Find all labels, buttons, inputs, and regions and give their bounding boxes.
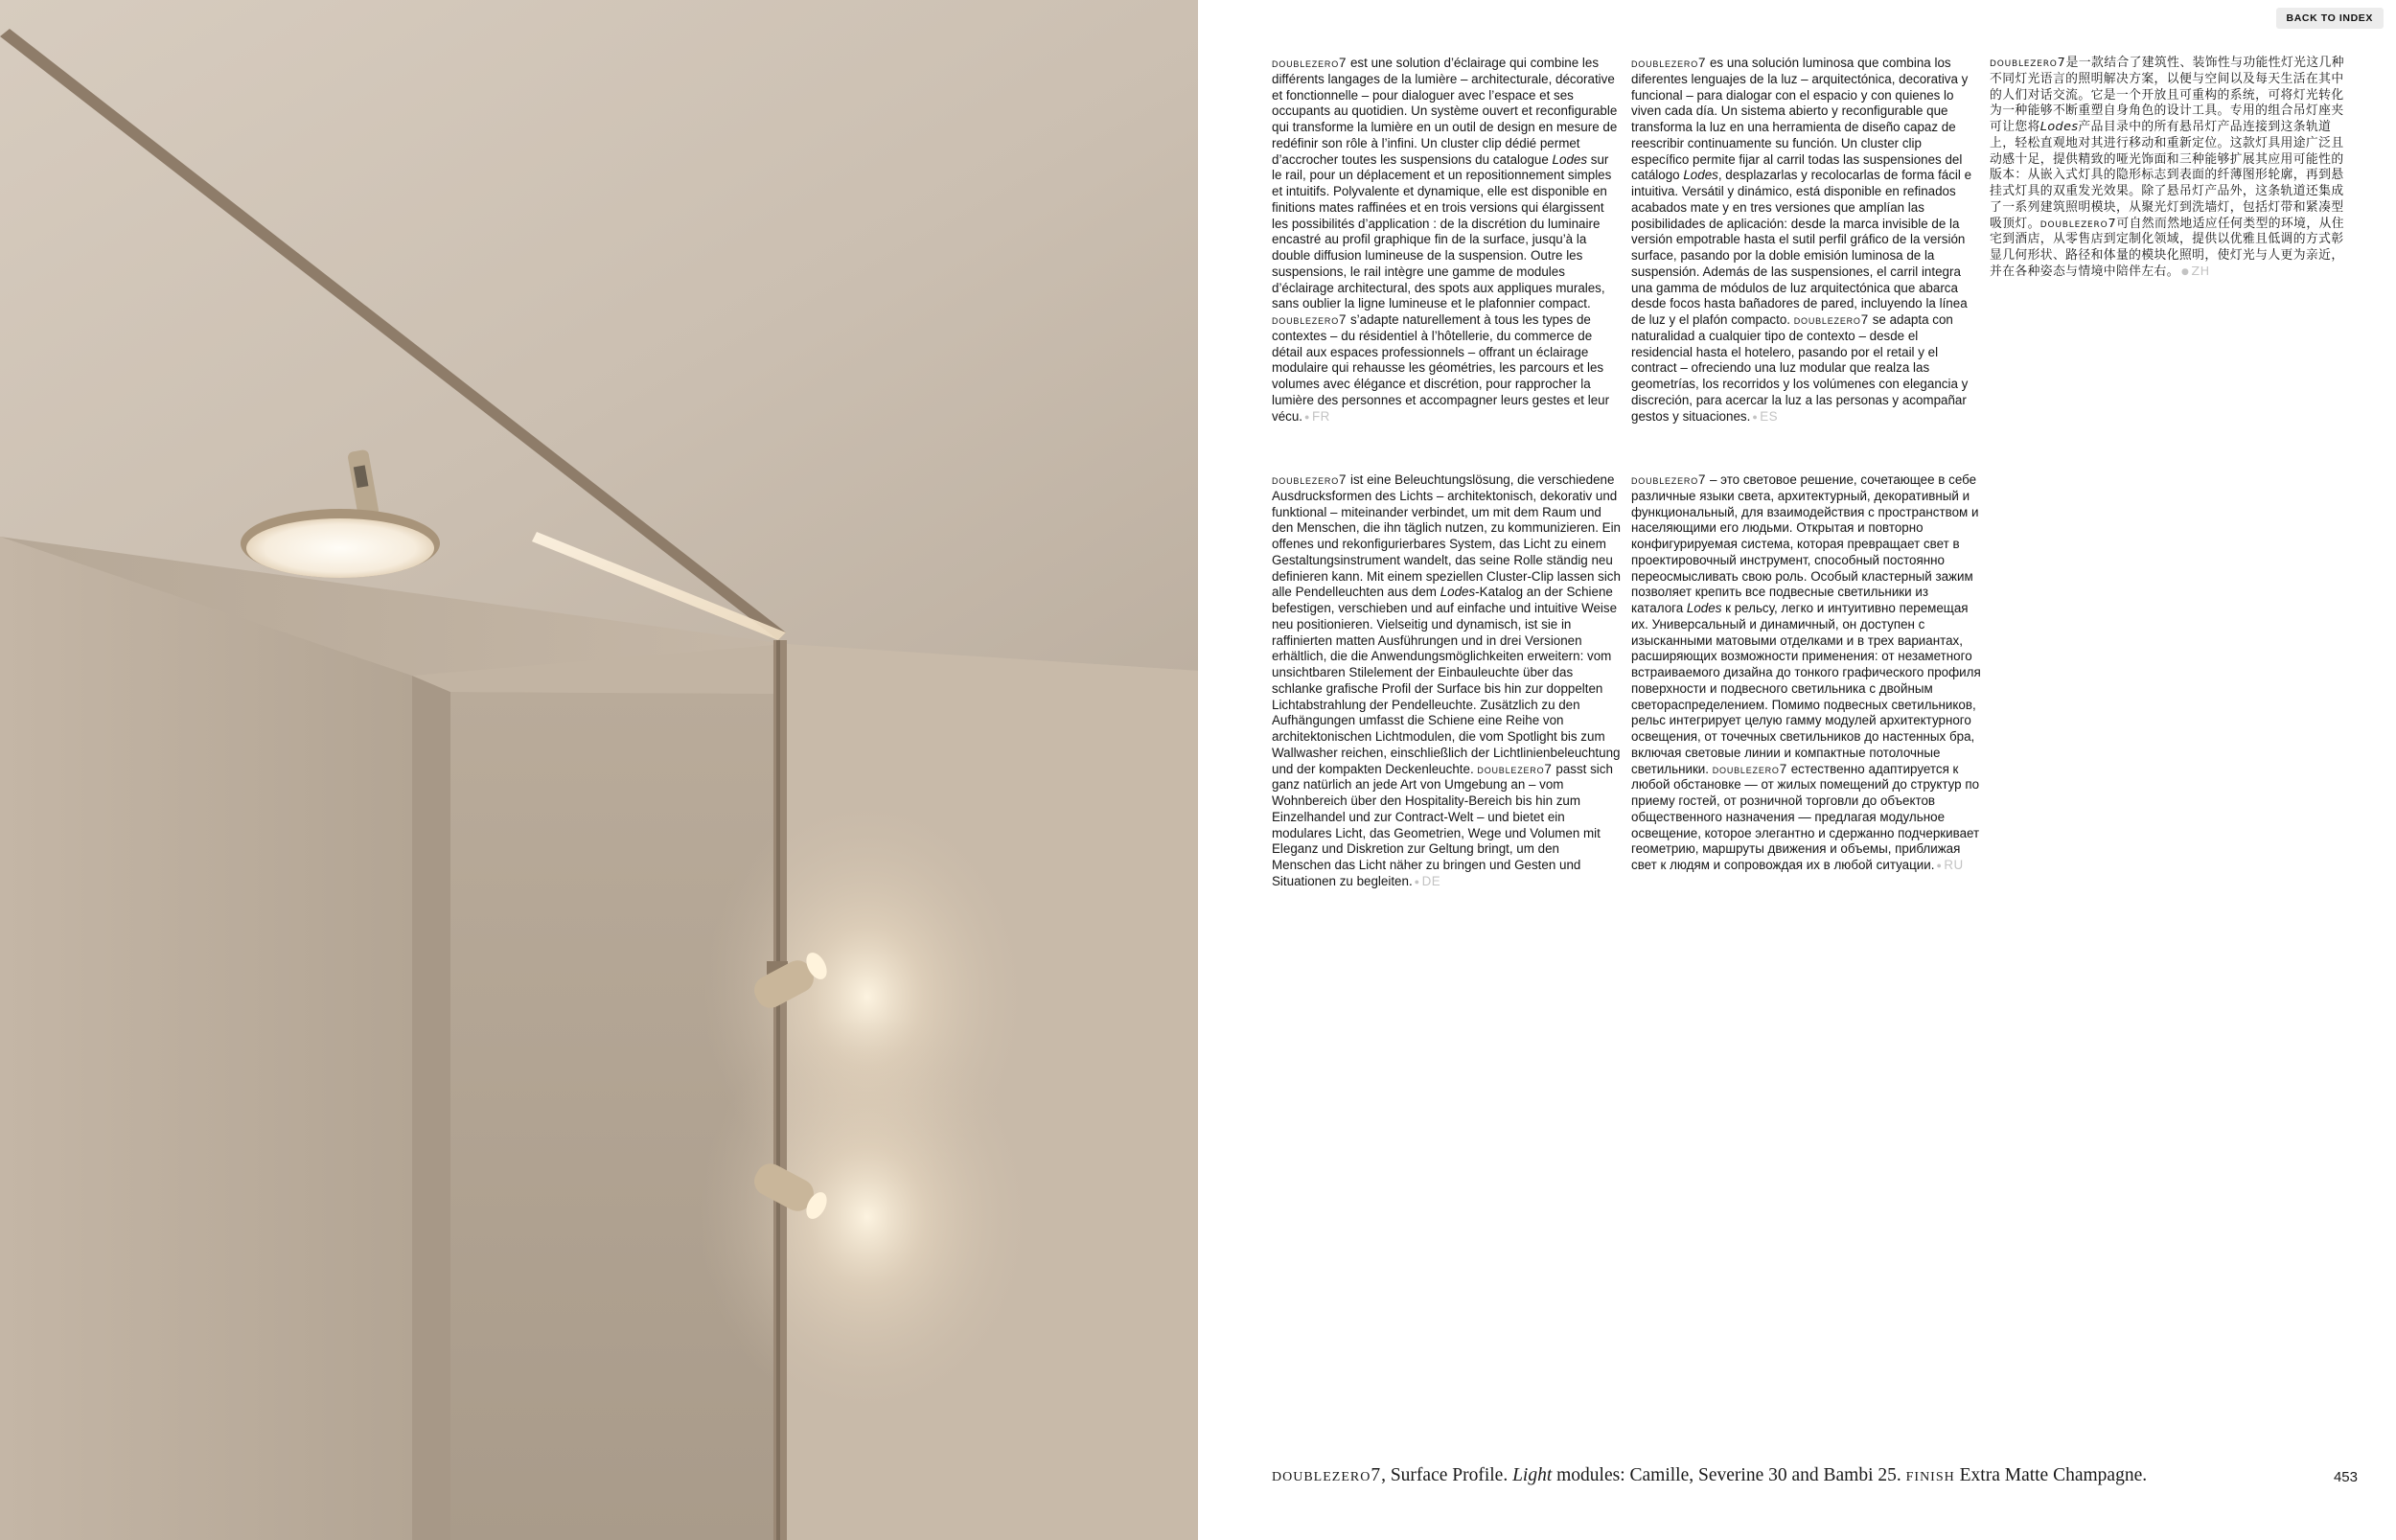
paragraph-text: se adapta con naturalidad a cualquier tipo de contexto – desde el residencial hasta el hotelero, pasando por el retail y el contract – ofreciendo una luz modular que realza las geometrías, los recorridos y los volúmenes con elegancia y discreción, para acercar la luz a las personas y acompañar gestos y situaciones. — [1631, 312, 1969, 424]
paragraph-text: est une solution d’éclairage qui combine les différents langages de la lumière – architecturale, décorative et fonctionnelle – pour dialoguer avec l’espace et ses occupants au quotidien. Un système ouvert et reconfigurable qui transforme la lumière en un outil de design en mesure de redéfinir son rôle à l’infini. Un cluster clip dédié permet d’accrocher toutes les suspensions du catalogue — [1272, 56, 1618, 167]
photo-caption — [1272, 1465, 2230, 1486]
catalog-name: Lodes — [1552, 151, 1588, 167]
brand-name: doublezero7 — [1631, 56, 1707, 70]
brand-name: doublezero7 — [1631, 472, 1707, 487]
brand-name: doublezero7 — [1272, 312, 1348, 327]
paragraph-text: к рельсу, легко и интуитивно перемещая их. Универсальный и динамичный, он доступен с изысканными матовыми отделками и в трех вариантах, расширяющих возможности применения: от незаметного встраиваемого дизайна до тонкого графического профиля поверхности и подвесного светильника с двойным светораспределением. Помимо подвесных светильников, рельс интегрирует целую гамму модулей архитектурного освещения, от точечных светильников до настенных бра, включая световые линии и компактные потолочные светильники. — [1631, 601, 1981, 776]
brand-name: doublezero7 — [1477, 761, 1553, 776]
caption-brand: doublezero7 — [1272, 1465, 1382, 1485]
brand-name: doublezero7 — [1793, 312, 1869, 327]
text-column-zh — [1990, 56, 2344, 281]
caption-italic: Light — [1512, 1465, 1553, 1485]
brand-name: doublezero7 — [1272, 472, 1348, 487]
paragraph-text: es una solución luminosa que combina los diferentes lenguajes de la luz – arquitectónica, decorativa y funcional – para dialogar con el espacio y con quienes lo viven cada día. Un sistema abierto y reconfigurable que transforma la luz en una herramienta de diseño capaz de reescribir continuamente su función. Un cluster clip específico permite fijar al carril todas las suspensiones del catálogo — [1631, 56, 1969, 183]
page-number: 453 — [2333, 1469, 2358, 1485]
caption-text: , Surface Profile. — [1381, 1465, 1513, 1485]
paragraph-text: – это световое решение, сочетающее в себе различные языки света, архитектурный, декоративный и функциональный, для взаимодействия с пространством и населяющими его людьми. Открытая и повторно конфигурируемая система, которая превращает свет в проектировочный инструмент, способный постоянно переосмысливать свою роль. Особый кластерный зажим позволяет крепить все подвесные светильники из каталога — [1631, 472, 1979, 615]
catalog-name: Lodes — [2039, 120, 2079, 134]
paragraph-text: -Katalog an der Schiene befestigen, verschieben und auf einfache und intuitive Weise neu positionieren. Vielseitig und dynamisch, ist sie in raffinierten matten Ausführungen und in drei Versionen erhältlich, die die Anwendungsmöglichkeiten erweitern: vom unsichtbaren Stilelement der Einbauleuchte über das schlanke grafische Profil der Surface bis hin zur doppelten Lichtabstrahlung der Pendelleuchte. Zusätzlich zu den Aufhängungen umfasst die Schiene eine Reihe von architektonischen Lichtmodulen, die vom Spotlight bis zum Wallwasher reichen, einschließlich der Lichtlinienbeleuchtung und der kompakten Deckenleuchte. — [1272, 585, 1621, 776]
paragraph-text: s’adapte naturellement à tous les types de contextes – du résidentiel à l’hôtellerie, du commerce de détail aux espaces professionnels – offrant un éclairage modulaire qui rehausse les géométries, les parcours et les volumes avec élégance et discrétion, pour rapprocher la lumière des personnes et accompagner leurs gestes et leur vécu. — [1272, 312, 1610, 424]
brand-name: doublezero7 — [1712, 761, 1787, 776]
paragraph-text: 是一款结合了建筑性、装饰性与功能性灯光这几种不同灯光语言的照明解决方案，以便与空间以及每天生活在其中的人们对话交流。它是一个开放且可重构的系统，可将灯光转化为一种能够不断重塑自身角色的设计工具。专用的组合吊灯座夹可让您将 — [1990, 56, 2344, 134]
brand-name: doublezero7 — [1272, 56, 1348, 70]
paragraph-text: естественно адаптируется к любой обстановке — от жилых помещений до структур по приему гостей, от розничной торговли до объектов общественного назначения — предлагая модульное освещение, которое элегантно и сдержанно подчеркивает геометрию, маршруты движения и объемы, приближая свет к людям и сопровождая их в любой ситуации. — [1631, 761, 1980, 872]
back-to-index-button[interactable]: BACK TO INDEX — [2276, 8, 2384, 29]
paragraph-text: 产品目录中的所有悬吊灯产品连接到这条轨道上，轻松直观地对其进行移动和重新定位。这款灯具用途广泛且动感十足，提供精致的哑光饰面和三种能够扩展其应用可能性的版本：从嵌入式灯具的隐形标志到表面的纤薄图形轮廓，再到悬挂式灯具的双重发光效果。除了悬吊灯产品外，这条轨道还集成了一系列建筑照明模块，从聚光灯到洗墙灯，包括灯带和紧凑型吸顶灯。 — [1990, 120, 2344, 231]
paragraph-text: ist eine Beleuchtungslösung, die verschiedene Ausdrucksformen des Lichts – architektonisch, dekorativ und funktional – miteinander verbindet, um mit dem Raum und den Menschen, die ihn täglich nutzen, zu kommunizieren. Ein offenes und rekonfigurierbares System, das Licht zu einem Gestaltungsinstrument wandelt, das seine Rolle ständig neu definieren kann. Mit einem speziellen Cluster-Clip lassen sich alle Pendelleuchten aus dem — [1272, 472, 1621, 600]
caption-text: modules: Camille, Severine 30 and Bambi 25. — [1552, 1465, 1906, 1485]
text-column-es — [1631, 56, 1981, 425]
wall-glow-lower — [700, 1016, 1035, 1418]
language-tag: ● FR — [1302, 409, 1330, 424]
language-tag: ● ZH — [2179, 264, 2210, 279]
catalog-name: Lodes — [1686, 601, 1722, 615]
brand-name: doublezero7 — [2039, 216, 2117, 231]
caption-finish-value: Extra Matte Champagne. — [1954, 1465, 2148, 1485]
paragraph-text: , desplazarlas y recolocarlas de forma fácil e intuitiva. Versátil y dinámico, está disponible en refinados acabados mate y en tres versiones que amplían las posibilidades de aplicación: desde la marca invisible de la versión empotrable hasta el sutil perfil gráfico de la versión surface, pasando por la doble emisión luminosa de la suspensión. Además de las suspensiones, el carril integra una gamma de módulos de luz arquitectónica que abarca desde focos hasta bañadores de pared, incluyendo la línea de luz y el plafón compacto. — [1631, 168, 1972, 327]
caption-finish-label: finish — [1905, 1465, 1955, 1485]
language-tag: ● DE — [1413, 874, 1441, 888]
pendant-light — [246, 518, 434, 578]
paragraph-text: sur le rail, pour un déplacement et un repositionnement simples et intuitifs. Polyvalente et dynamique, elle est disponible en finitions mates raffinées et en trois versions qui élargissent les possibilités d’application : de la discrétion du luminaire encastré au profil graphique fin de la surface, jusqu’à la double diffusion lumineuse de la suspension. Outre les suspensions, le rail intègre une gamme de modules d’éclairage architectural, des spots aux appliques murales, sans oublier la ligne lumineuse et le plafonnier compact. — [1272, 151, 1612, 311]
paragraph-text: passt sich ganz natürlich an jede Art von Umgebung an – vom Wohnbereich über den Hospitality-Bereich bis hin zum Einzelhandel und zur Contract-Welt – und bietet ein modulares Licht, das Geometrien, Wege und Volumen mit Eleganz und Diskretion zur Geltung bringt, um den Menschen das Licht näher zu bringen und Gesten und Situationen zu begleiten. — [1272, 761, 1613, 888]
paragraph-text: 可自然而然地适应任何类型的环境，从住宅到酒店，从零售店到定制化领域，提供以优雅且低调的方式彰显几何形状、路径和体量的模块化照明，使灯光与人更为亲近，并在各种姿态与情境中陪伴左右。 — [1990, 216, 2344, 279]
catalog-name: Lodes — [1683, 168, 1718, 183]
text-page — [1198, 0, 2396, 1540]
text-column-de — [1272, 472, 1622, 890]
left-wall — [0, 537, 412, 1540]
text-column-ru — [1631, 472, 1981, 874]
language-tag: ● ES — [1750, 409, 1778, 424]
catalog-name: Lodes — [1440, 585, 1476, 600]
language-tag: ● RU — [1934, 858, 1963, 872]
text-column-fr — [1272, 56, 1622, 425]
brand-name: doublezero7 — [1990, 56, 2066, 70]
